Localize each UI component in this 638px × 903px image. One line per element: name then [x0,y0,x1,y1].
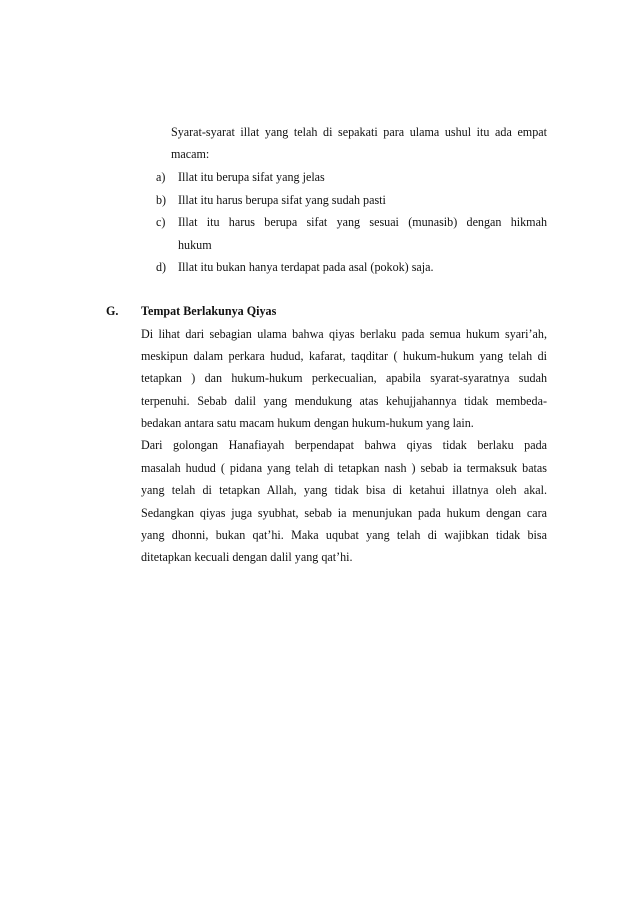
paragraph-1-line-4: terpenuhi. Sebab dalil yang mendukung atas kehujjahannya tidak membeda- [141,394,547,408]
paragraph-2-line-5: yang dhonni, bukan qat’hi. Maka uqubat yang telah di wajibkan tidak bisa [141,528,547,542]
list-item-b: Illat itu harus berupa sifat yang sudah pasti [178,193,386,207]
list-marker-d: d) [156,260,167,274]
list-marker-b: b) [156,193,167,207]
paragraph-2-line-6: ditetapkan kecuali dengan dalil yang qat’hi. [141,550,353,564]
intro-line-2: macam: [171,147,210,161]
paragraph-1-line-1: Di lihat dari sebagian ulama bahwa qiyas berlaku pada semua hukum syari’ah, [141,327,547,341]
paragraph-1-line-2: meskipun dalam perkara hudud, kafarat, taqditar ( hukum-hukum yang telah di [141,349,547,363]
list-item-c-line-2: hukum [178,238,212,252]
paragraph-1-line-3: tetapkan ) dan hukum-hukum perkecualian, apabila syarat-syaratnya sudah [141,371,547,385]
list-item-c-line-1: Illat itu harus berupa sifat yang sesuai (munasib) dengan hikmah [178,215,547,229]
paragraph-2-line-1: Dari golongan Hanafiayah berpendapat bahwa qiyas tidak berlaku pada [141,438,547,452]
paragraph-1-line-5: bedakan antara satu macam hukum dengan hukum-hukum yang lain. [141,416,474,430]
section-heading: Tempat Berlakunya Qiyas [141,304,277,318]
paragraph-2-line-4: Sedangkan qiyas juga syubhat, sebab ia menunjukan pada hukum dengan cara [141,506,547,520]
list-marker-a: a) [156,170,166,184]
paragraph-2-line-2: masalah hudud ( pidana yang telah di tetapkan nash ) sebab ia termaksuk batas [141,461,547,475]
section-marker: G. [106,304,119,318]
list-item-a: Illat itu berupa sifat yang jelas [178,170,325,184]
paragraph-2-line-3: yang telah di tetapkan Allah, yang tidak bisa di ketahui illatnya oleh akal. [141,483,547,497]
intro-line-1: Syarat-syarat illat yang telah di sepakati para ulama ushul itu ada empat [171,125,547,139]
list-marker-c: c) [156,215,166,229]
list-item-d: Illat itu bukan hanya terdapat pada asal (pokok) saja. [178,260,434,274]
